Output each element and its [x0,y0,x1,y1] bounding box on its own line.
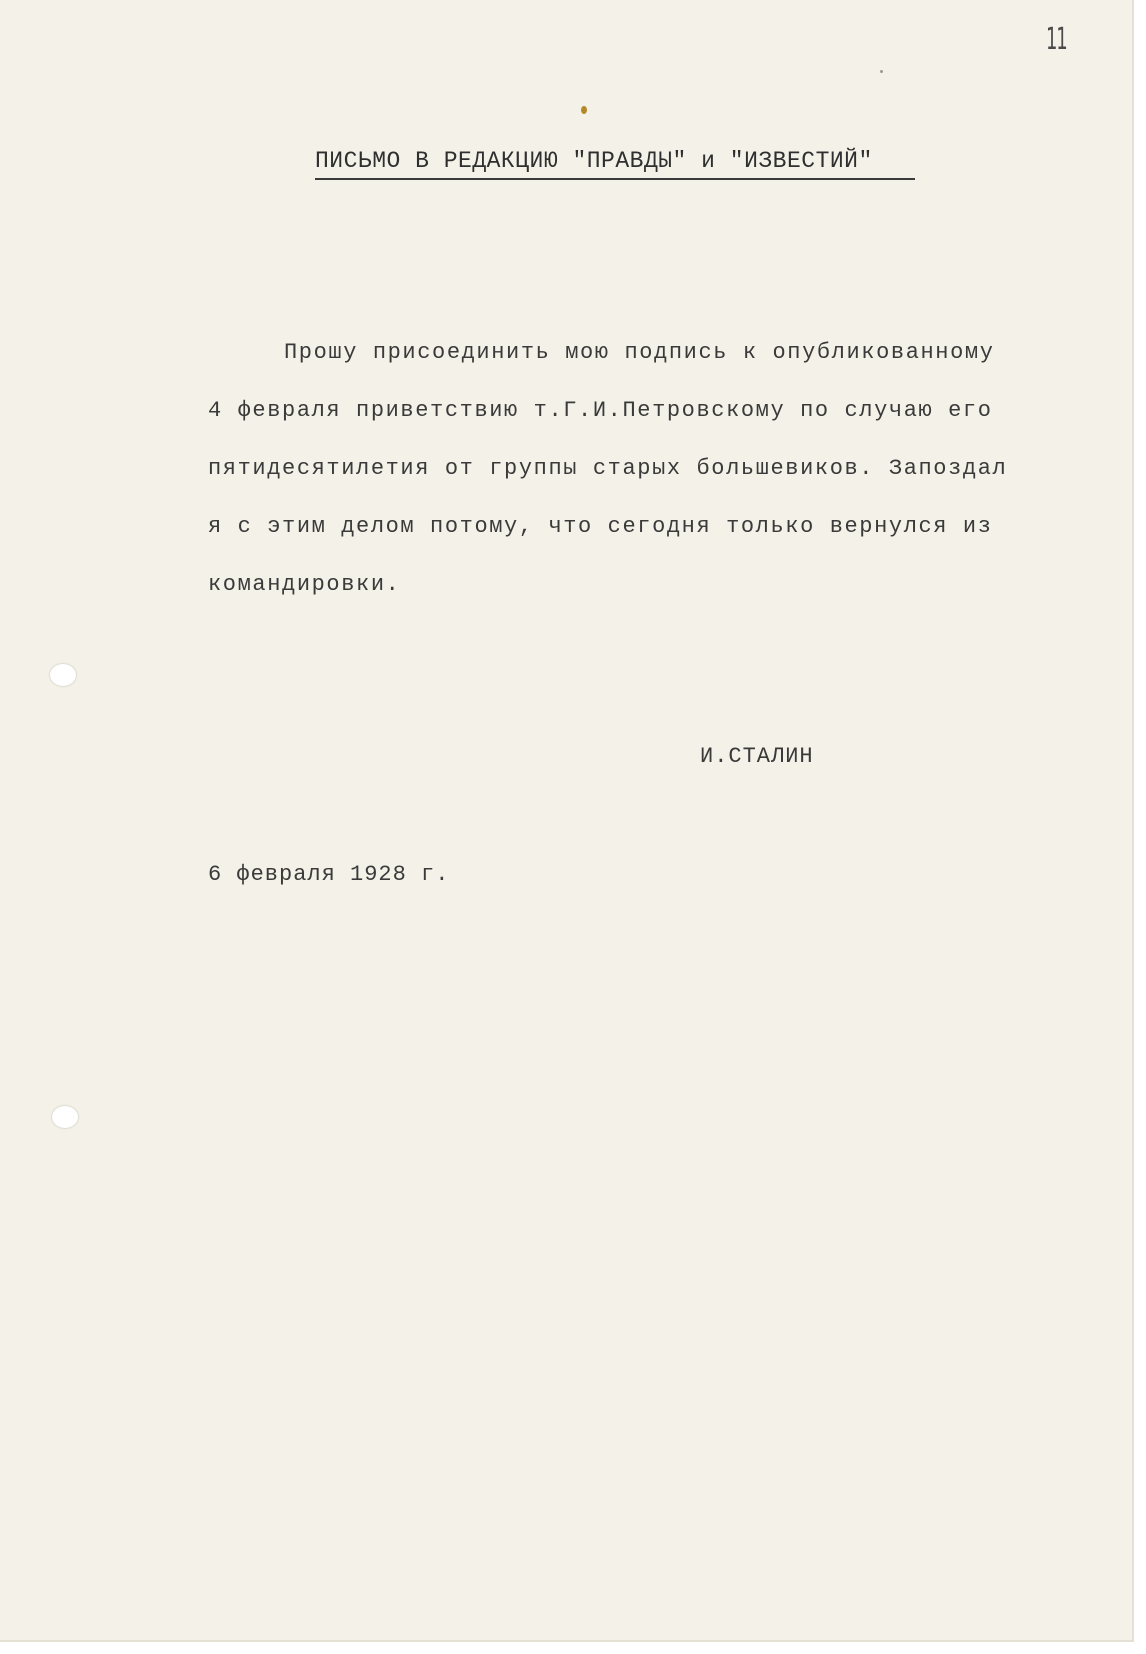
body-line: Прошу присоединить мою подпись к опубликованному [284,340,995,365]
title-underline [315,178,915,180]
paper-speck [880,70,883,73]
archive-page-number: 11 [1046,22,1067,57]
punch-hole [50,664,76,686]
body-line: пятидесятилетия от группы старых большевиков. Запоздал [208,456,1008,481]
signature: И.СТАЛИН [700,744,814,769]
body-line: командировки. [208,572,401,597]
punch-hole [52,1106,78,1128]
letter-date: 6 февраля 1928 г. [208,862,450,887]
paper-speck [581,106,587,114]
body-line: 4 февраля приветствию т.Г.И.Петровскому по случаю его [208,398,993,423]
body-line: я с этим делом потому, что сегодня только вернулся из [208,514,993,539]
letter-title: ПИСЬМО В РЕДАКЦИЮ "ПРАВДЫ" и "ИЗВЕСТИЙ" [315,148,873,174]
